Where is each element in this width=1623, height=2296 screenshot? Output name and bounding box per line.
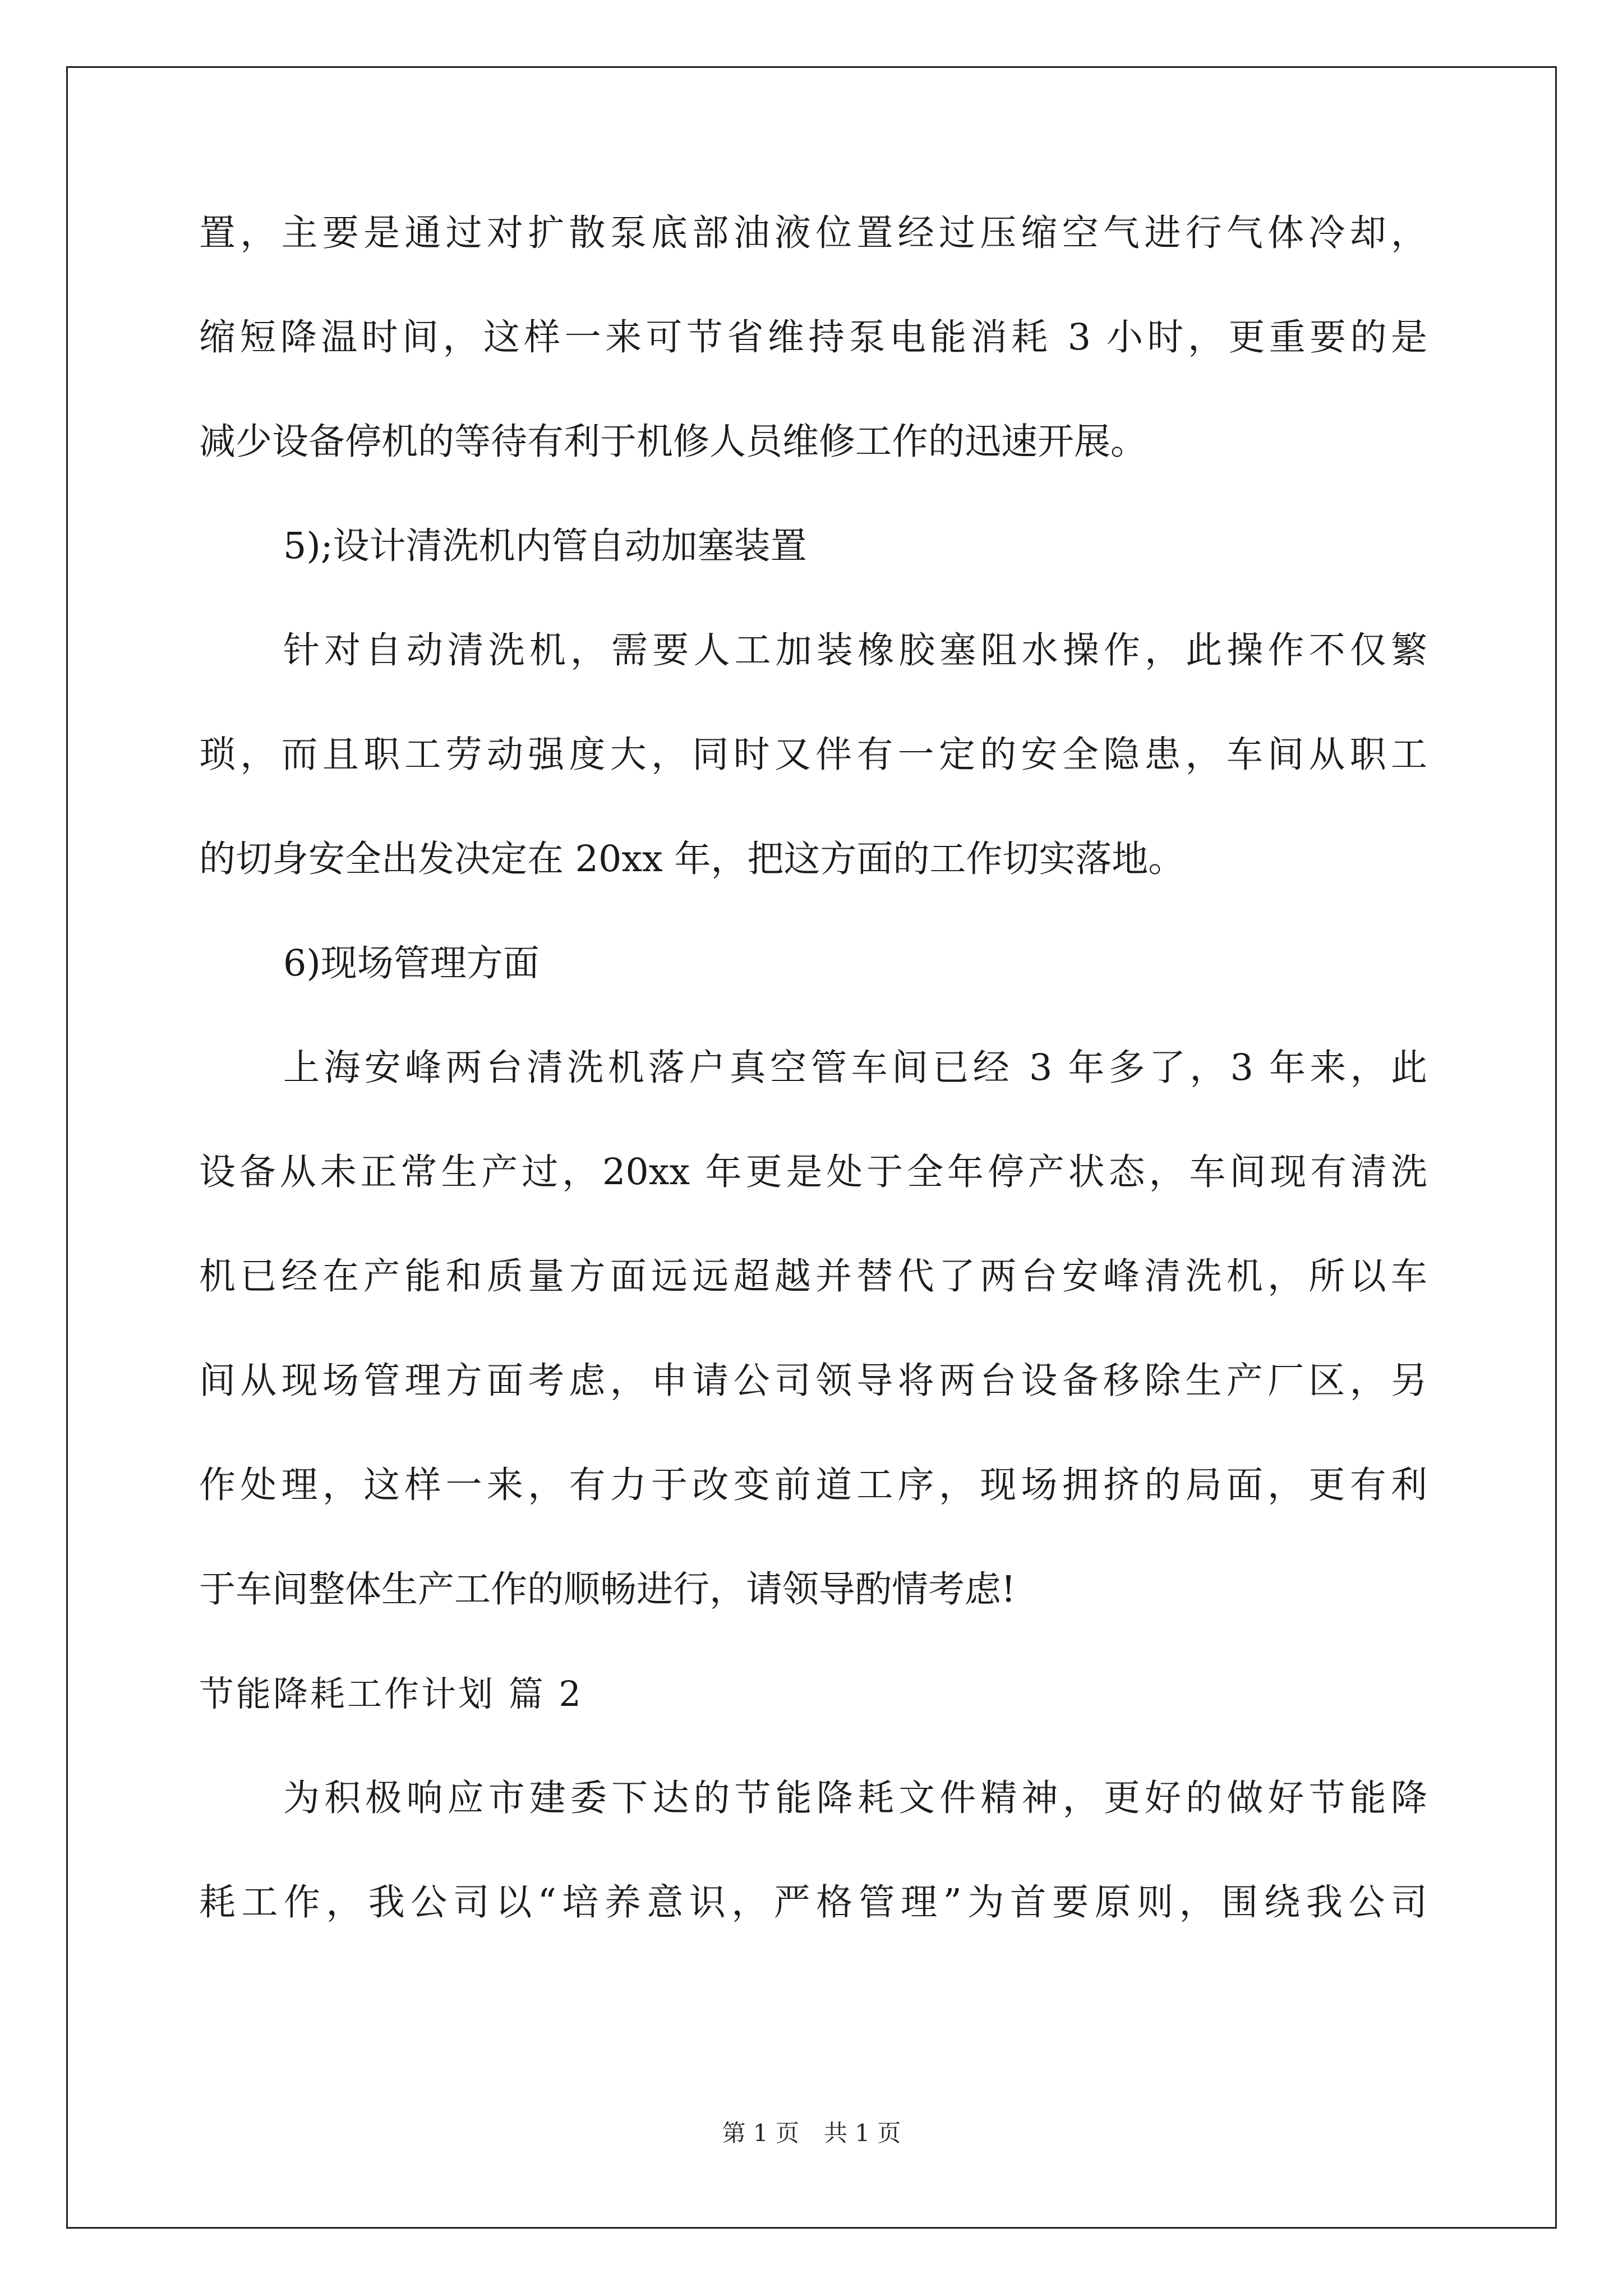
- paragraph-line: 机已经在产能和质量方面远远超越并替代了两台安峰清洗机，所以车: [199, 1255, 1427, 1297]
- document-body: [199, 208, 1427, 1981]
- paragraph-line: 间从现场管理方面考虑，申请公司领导将两台设备移除生产厂区，另: [199, 1360, 1427, 1402]
- paragraph-line: 耗工作，我公司以“培养意识，严格管理”为首要原则，围绕我公司: [199, 1881, 1427, 1924]
- paragraph-line: 作处理，这样一来，有力于改变前道工序，现场拥挤的局面，更有利: [199, 1464, 1427, 1506]
- section-heading: 5);设计清洗机内管自动加塞装置: [283, 525, 807, 567]
- paragraph-line: 的切身安全出发决定在 20xx 年，把这方面的工作切实落地。: [199, 838, 1185, 880]
- paragraph-line: 设备从未正常生产过，20xx 年更是处于全年停产状态，车间现有清洗: [199, 1151, 1427, 1193]
- paragraph-line: 针对自动清洗机，需要人工加装橡胶塞阻水操作，此操作不仅繁: [283, 629, 1427, 671]
- page-number: 第 1 页: [722, 2119, 799, 2147]
- paragraph-line: 上海安峰两台清洗机落户真空管车间已经 3 年多了，3 年来，此: [283, 1047, 1427, 1089]
- page-footer: [0, 2119, 1623, 2147]
- section-heading: 6)现场管理方面: [283, 942, 540, 984]
- paragraph-line: 缩短降温时间，这样一来可节省维持泵电能消耗 3 小时，更重要的是: [199, 316, 1427, 358]
- article-heading: 节能降耗工作计划 篇 2: [199, 1673, 583, 1714]
- paragraph-line: 为积极响应市建委下达的节能降耗文件精神，更好的做好节能降: [283, 1777, 1427, 1819]
- paragraph-line: 琐，而且职工劳动强度大，同时又伴有一定的安全隐患，车间从职工: [199, 734, 1427, 776]
- paragraph-line: 置，主要是通过对扩散泵底部油液位置经过压缩空气进行气体冷却，: [199, 212, 1427, 254]
- page-total: 共 1 页: [824, 2119, 901, 2147]
- paragraph-line: 于车间整体生产工作的顺畅进行，请领导酌情考虑!: [199, 1568, 1016, 1611]
- paragraph-line: 减少设备停机的等待有利于机修人员维修工作的迅速开展。: [199, 421, 1147, 463]
